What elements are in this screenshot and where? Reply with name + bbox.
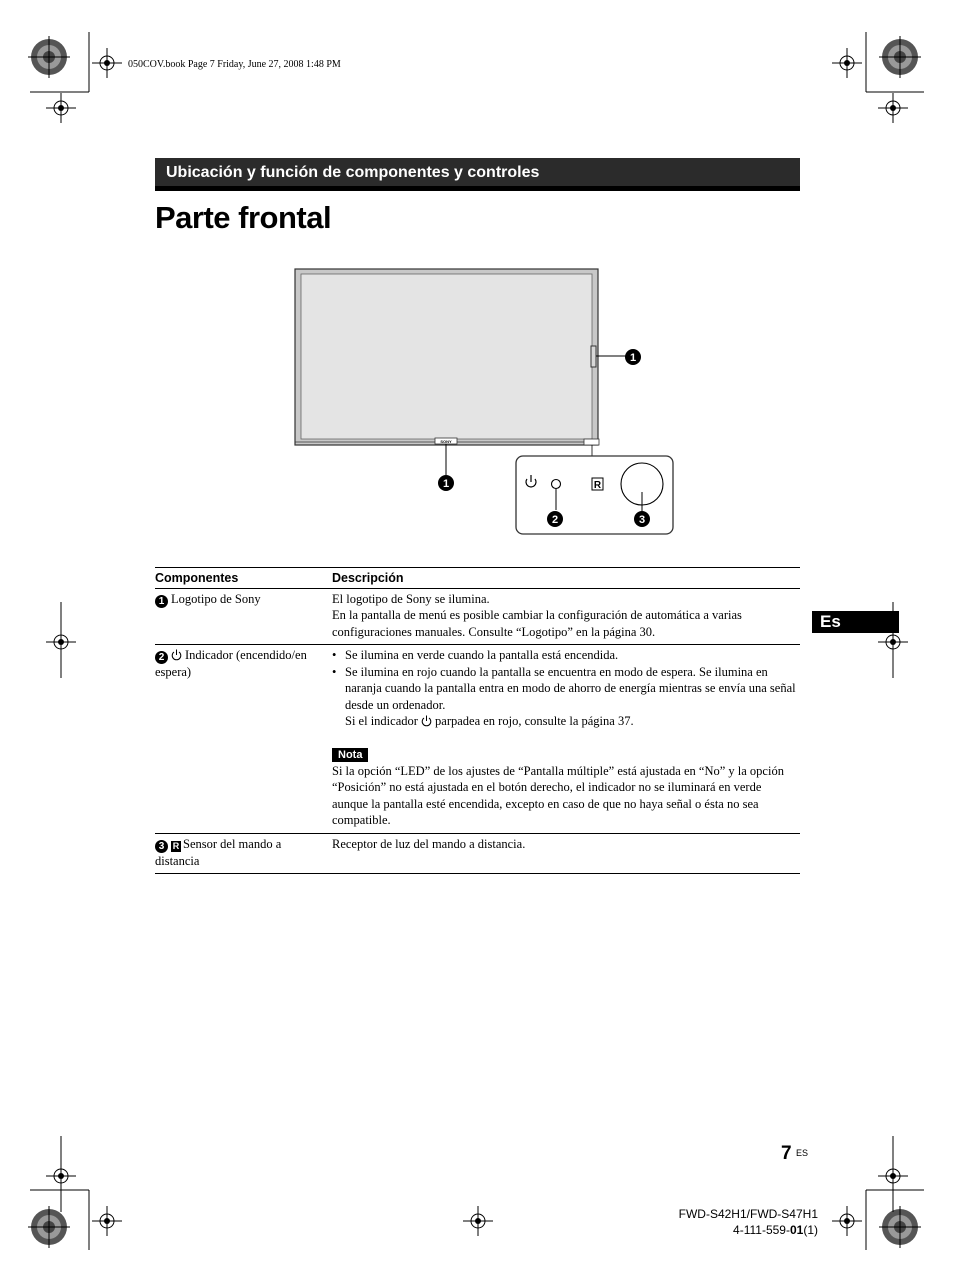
svg-text:R: R xyxy=(593,480,602,491)
book-header: 050COV.book Page 7 Friday, June 27, 2008 1:48 PM xyxy=(128,59,341,70)
callout-1-right-label: 1 xyxy=(629,352,637,364)
side-logo-strip xyxy=(591,346,596,367)
model-number: FWD-S42H1/FWD-S47H1 xyxy=(678,1207,818,1221)
header-components: Componentes xyxy=(155,568,332,589)
description-line: Receptor de luz del mando a distancia. xyxy=(332,836,526,851)
components-table xyxy=(155,567,800,874)
callout-3-label: 3 xyxy=(638,514,646,526)
language-tab: Es xyxy=(812,611,899,633)
remote-sensor-icon: R xyxy=(172,840,180,851)
table-row xyxy=(155,588,800,645)
page-number: 7 xyxy=(781,1143,792,1164)
description-cell xyxy=(332,645,800,834)
part-number: 4-111-559-01(1) xyxy=(733,1223,818,1237)
table-row xyxy=(155,833,800,874)
header-description: Descripción xyxy=(332,568,800,589)
table-row xyxy=(155,645,800,834)
front-panel-diagram xyxy=(280,260,700,550)
page-title: Parte frontal xyxy=(155,200,332,235)
callout-2-label: 2 xyxy=(551,514,559,526)
component-cell xyxy=(155,588,332,645)
section-title: Ubicación y función de componentes y controles xyxy=(155,158,800,191)
description-cell xyxy=(332,588,800,645)
note-label: Nota xyxy=(332,748,368,762)
number-badge: 3 xyxy=(155,840,168,853)
logo-text: SONY xyxy=(440,439,452,444)
page-language: ES xyxy=(796,1148,809,1158)
table-header-row xyxy=(155,568,800,589)
model-info xyxy=(672,1206,818,1238)
list-item: • Se ilumina en verde cuando la pantalla está encendida. xyxy=(332,647,800,664)
component-cell xyxy=(155,833,332,874)
component-name: Indicador (encendido/en espera) xyxy=(155,648,307,679)
description-line: El logotipo de Sony se ilumina. xyxy=(332,591,490,606)
power-icon xyxy=(421,715,432,727)
description-cell xyxy=(332,833,800,874)
bullet-continuation: Si el indicador parpadea en rojo, consulte la página 37. xyxy=(345,714,634,728)
bullet-list xyxy=(332,647,800,713)
list-item: • Se ilumina en rojo cuando la pantalla se encuentra en modo de espera. Se ilumina en naranja cuando la pantalla entra en modo de ahorro de energía mientras se envía una señal desde un ordenador. xyxy=(332,664,800,714)
monitor-screen xyxy=(301,274,592,439)
component-cell xyxy=(155,645,332,834)
component-name: Logotipo de Sony xyxy=(171,591,261,606)
power-icon xyxy=(171,649,182,661)
sensor-strip xyxy=(584,439,599,445)
callout-1-bottom-label: 1 xyxy=(442,478,450,490)
number-badge: 2 xyxy=(155,651,168,664)
description-line: En la pantalla de menú es posible cambiar la configuración de automática a varias configuraciones manuales. Consulte “Logotipo” en la página 30. xyxy=(332,608,742,639)
number-badge: 1 xyxy=(155,595,168,608)
component-name: Sensor del mando a distancia xyxy=(155,836,282,868)
note-text: Si la opción “LED” de los ajustes de “Pantalla múltiple” está ajustada en “No” y la opción “Posición” no está ajustada en el botón derecho, el indicador no se iluminará en verde aunque la pantalla esté encendida, excepto en caso de que no haya señal o ésta no sea compatible. xyxy=(332,763,784,827)
